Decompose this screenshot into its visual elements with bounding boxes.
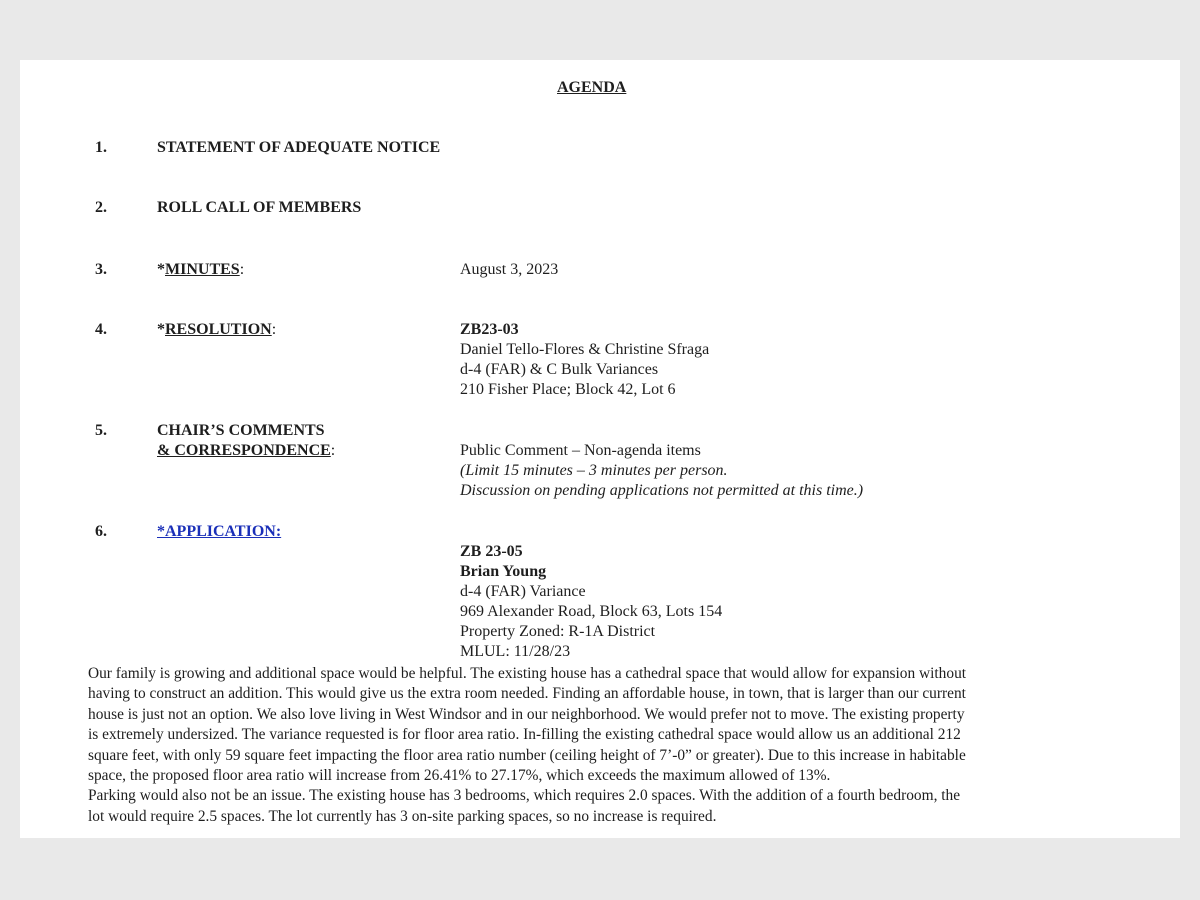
item-6-number: 6. [95, 523, 107, 540]
narrative-line: lot would require 2.5 spaces. The lot currently has 3 on-site parking spaces, so no increase is required. [88, 807, 717, 825]
item-6-mlul: MLUL: 11/28/23 [460, 643, 571, 660]
application-link[interactable]: *APPLICATION: [157, 523, 282, 540]
item-4-variances: d-4 (FAR) & C Bulk Variances [460, 361, 659, 378]
narrative-line: Our family is growing and additional space would be helpful. The existing house has a cathedral space that would allow for expansion without [88, 665, 967, 682]
item-4-number: 4. [95, 321, 107, 338]
item-4-suffix: : [271, 321, 277, 338]
application-narrative [88, 664, 1118, 827]
item-6-zoning: Property Zoned: R-1A District [460, 623, 656, 640]
item-3-suffix: : [239, 261, 245, 278]
item-5-heading-line2 [157, 441, 335, 461]
item-3-prefix: * [157, 261, 165, 278]
narrative-line: is extremely undersized. The variance requested is for floor area ratio. In-filling the existing cathedral space would allow us an additional 212 [88, 726, 961, 744]
narrative-line: Parking would also not be an issue. The existing house has 3 bedrooms, which requires 2.0 spaces. With the addition of a fourth bedroom, the [88, 787, 961, 805]
item-5-number: 5. [95, 422, 107, 439]
item-2-heading: ROLL CALL OF MEMBERS [157, 199, 362, 216]
narrative-line: having to construct an addition. This would give us the extra room needed. Finding an affordable house, in town, that is larger than our current [88, 685, 966, 703]
item-3-heading [157, 260, 244, 280]
item-4-case-number: ZB23-03 [460, 321, 519, 338]
narrative-line: house is just not an option. We also love living in West Windsor and in our neighborhood. We would prefer not to move. The existing property [88, 705, 965, 723]
item-4-heading [157, 320, 276, 340]
item-4-heading-text: RESOLUTION [165, 321, 272, 338]
item-4-applicants: Daniel Tello-Flores & Christine Sfraga [460, 341, 710, 358]
agenda-title: AGENDA [557, 79, 627, 96]
item-3-detail: August 3, 2023 [460, 261, 559, 278]
item-4-prefix: * [157, 321, 165, 338]
item-5-public-comment: Public Comment – Non-agenda items [460, 442, 701, 459]
item-1-number: 1. [95, 139, 107, 156]
document-page [20, 60, 1180, 838]
item-5-suffix: : [330, 442, 336, 459]
item-6-case-number: ZB 23-05 [460, 543, 523, 560]
item-3-heading-text: MINUTES [165, 261, 240, 278]
item-2-number: 2. [95, 199, 107, 216]
item-5-discussion-note: Discussion on pending applications not permitted at this time.) [460, 482, 864, 499]
item-5-limit-note: (Limit 15 minutes – 3 minutes per person. [460, 462, 728, 479]
item-5-heading-line2-text: & CORRESPONDENCE [157, 442, 331, 459]
item-6-address: 969 Alexander Road, Block 63, Lots 154 [460, 603, 723, 620]
item-1-heading: STATEMENT OF ADEQUATE NOTICE [157, 139, 441, 156]
item-4-address: 210 Fisher Place; Block 42, Lot 6 [460, 381, 676, 398]
item-6-applicant: Brian Young [460, 563, 547, 580]
narrative-line: space, the proposed floor area ratio will increase from 26.41% to 27.17%, which exceeds the maximum allowed of 13%. [88, 767, 831, 785]
item-6-variance: d-4 (FAR) Variance [460, 583, 586, 600]
item-5-heading-line1: CHAIR’S COMMENTS [157, 422, 325, 439]
narrative-line: square feet, with only 59 square feet impacting the floor area ratio number (ceiling height of 7’-0” or greater). Due to this increase in habitable [88, 746, 966, 764]
item-3-number: 3. [95, 261, 107, 278]
